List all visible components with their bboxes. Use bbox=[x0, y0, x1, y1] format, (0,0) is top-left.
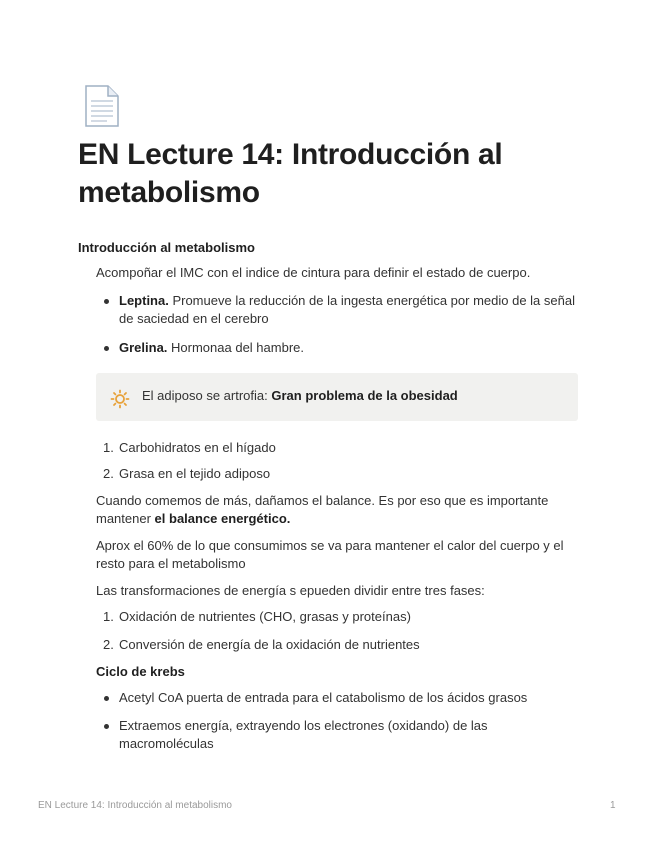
list-item-grelina: Grelina. Hormonaa del hambre. bbox=[119, 340, 304, 355]
sun-icon bbox=[110, 389, 130, 409]
list-item-leptina: Leptina. Promueve la reducción de la ingesta energética por medio de la señal de saciedad en el cerebro bbox=[119, 293, 575, 326]
list-number: 1. bbox=[103, 609, 114, 624]
document-icon bbox=[80, 84, 122, 128]
list-number: 2. bbox=[103, 466, 114, 481]
list-item-conversion: Conversión de energía de la oxidación de nutrientes bbox=[119, 637, 420, 652]
bullet-dot bbox=[104, 299, 109, 304]
list-item-electrones: Extraemos energía, extrayendo los electrones (oxidando) de las macromoléculas bbox=[119, 718, 488, 751]
callout-text: El adiposo se artrofia: Gran problema de la obesidad bbox=[142, 388, 458, 403]
list-item-carbohidratos: Carbohidratos en el hígado bbox=[119, 440, 276, 455]
list-number: 1. bbox=[103, 440, 114, 455]
footer-title: EN Lecture 14: Introducción al metabolismo bbox=[38, 800, 232, 811]
section-heading-krebs: Ciclo de krebs bbox=[96, 664, 185, 679]
intro-paragraph: Acompoñar el IMC con el indice de cintura para definir el estado de cuerpo. bbox=[96, 265, 531, 280]
page-title: EN Lecture 14: Introducción al metabolismo bbox=[78, 138, 503, 209]
bullet-dot bbox=[104, 346, 109, 351]
fases-paragraph: Las transformaciones de energía s epueden dividir entre tres fases: bbox=[96, 583, 485, 598]
calor-paragraph: Aprox el 60% de lo que consumimos se va para mantener el calor del cuerpo y el resto para el metabolismo bbox=[96, 538, 564, 571]
bullet-dot bbox=[104, 724, 109, 729]
balance-paragraph: Cuando comemos de más, dañamos el balance. Es por eso que es importante mantener el balance energético. bbox=[96, 493, 549, 526]
callout-box bbox=[96, 373, 578, 421]
bullet-dot bbox=[104, 696, 109, 701]
page-number: 1 bbox=[610, 800, 616, 811]
section-heading-intro: Introducción al metabolismo bbox=[78, 240, 255, 255]
list-number: 2. bbox=[103, 637, 114, 652]
list-item-acetyl: Acetyl CoA puerta de entrada para el catabolismo de los ácidos grasos bbox=[119, 690, 528, 705]
list-item-grasa: Grasa en el tejido adiposo bbox=[119, 466, 271, 481]
list-item-oxidacion: Oxidación de nutrientes (CHO, grasas y proteínas) bbox=[119, 609, 411, 624]
